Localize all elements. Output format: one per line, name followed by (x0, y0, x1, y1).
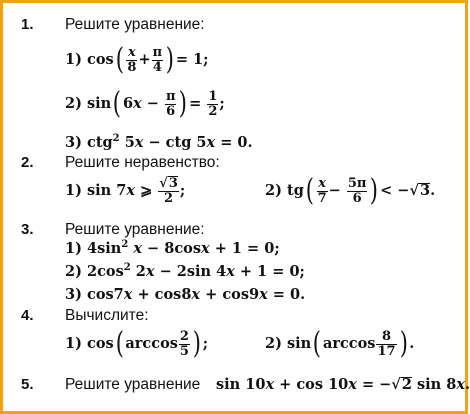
problem-number: 2. (21, 154, 34, 171)
item-label: 3) (65, 286, 82, 303)
item-label: 2) (265, 182, 282, 199)
equation-3-1: 1) $4\sin^2$ x − 8cosx + 1 = 0; (65, 239, 280, 257)
inequality-2-1: 1) sin 7x ⩾ $\frac{√3}{2}$ ; (65, 176, 186, 206)
item-label: 1) (65, 182, 82, 199)
problem-title: Решите уравнение (65, 376, 201, 393)
item-label: 2) (65, 263, 82, 280)
expression-4-2: 2) sin( arccos $\frac{8}{17}$ ) . (265, 326, 415, 361)
equation-1-3: 3) ctg$^2$ 5x − ctg 5x = 0. (65, 133, 253, 151)
item-label: 1) (65, 51, 82, 68)
equation-1-1: 1) cos( $\frac{x}{8}$ + $\frac{\pi}{4}$ ) = 1; (65, 42, 209, 77)
item-label: 1) (65, 335, 82, 352)
equation-5: sin 10x + cos 10x = −√2 sin 8x. (216, 376, 470, 393)
problem-number: 5. (21, 376, 34, 393)
item-label: 2) (265, 335, 282, 352)
item-label: 3) (65, 134, 82, 151)
item-label: 2) (65, 95, 82, 112)
problem-title: Решите уравнение: (65, 16, 205, 33)
problem-number: 3. (21, 221, 34, 238)
equation-1-2: 2) sin( 6x − $\frac{\pi}{6}$ ) = $\frac{1}{2}$ ; (65, 86, 225, 121)
expression-4-1: 1) cos( arccos $\frac{2}{5}$ ) ; (65, 326, 209, 361)
problem-title: Решите неравенство: (65, 154, 220, 171)
equation-3-2: 2) $2\cos^2$ 2x − 2sin 4x + 1 = 0; (65, 262, 305, 280)
inequality-2-2: 2) tg( $\frac{x}{7}$ − $\frac{5\pi}{6}$ ) < −√3. (265, 173, 436, 208)
problem-number: 4. (21, 307, 34, 324)
problem-title: Решите уравнение: (65, 221, 205, 238)
item-label: 1) (65, 240, 82, 257)
problem-number: 1. (21, 16, 34, 33)
problem-title: Вычислите: (65, 307, 149, 324)
equation-3-3: 3) cos7x + cos8x + cos9x = 0. (65, 286, 306, 303)
